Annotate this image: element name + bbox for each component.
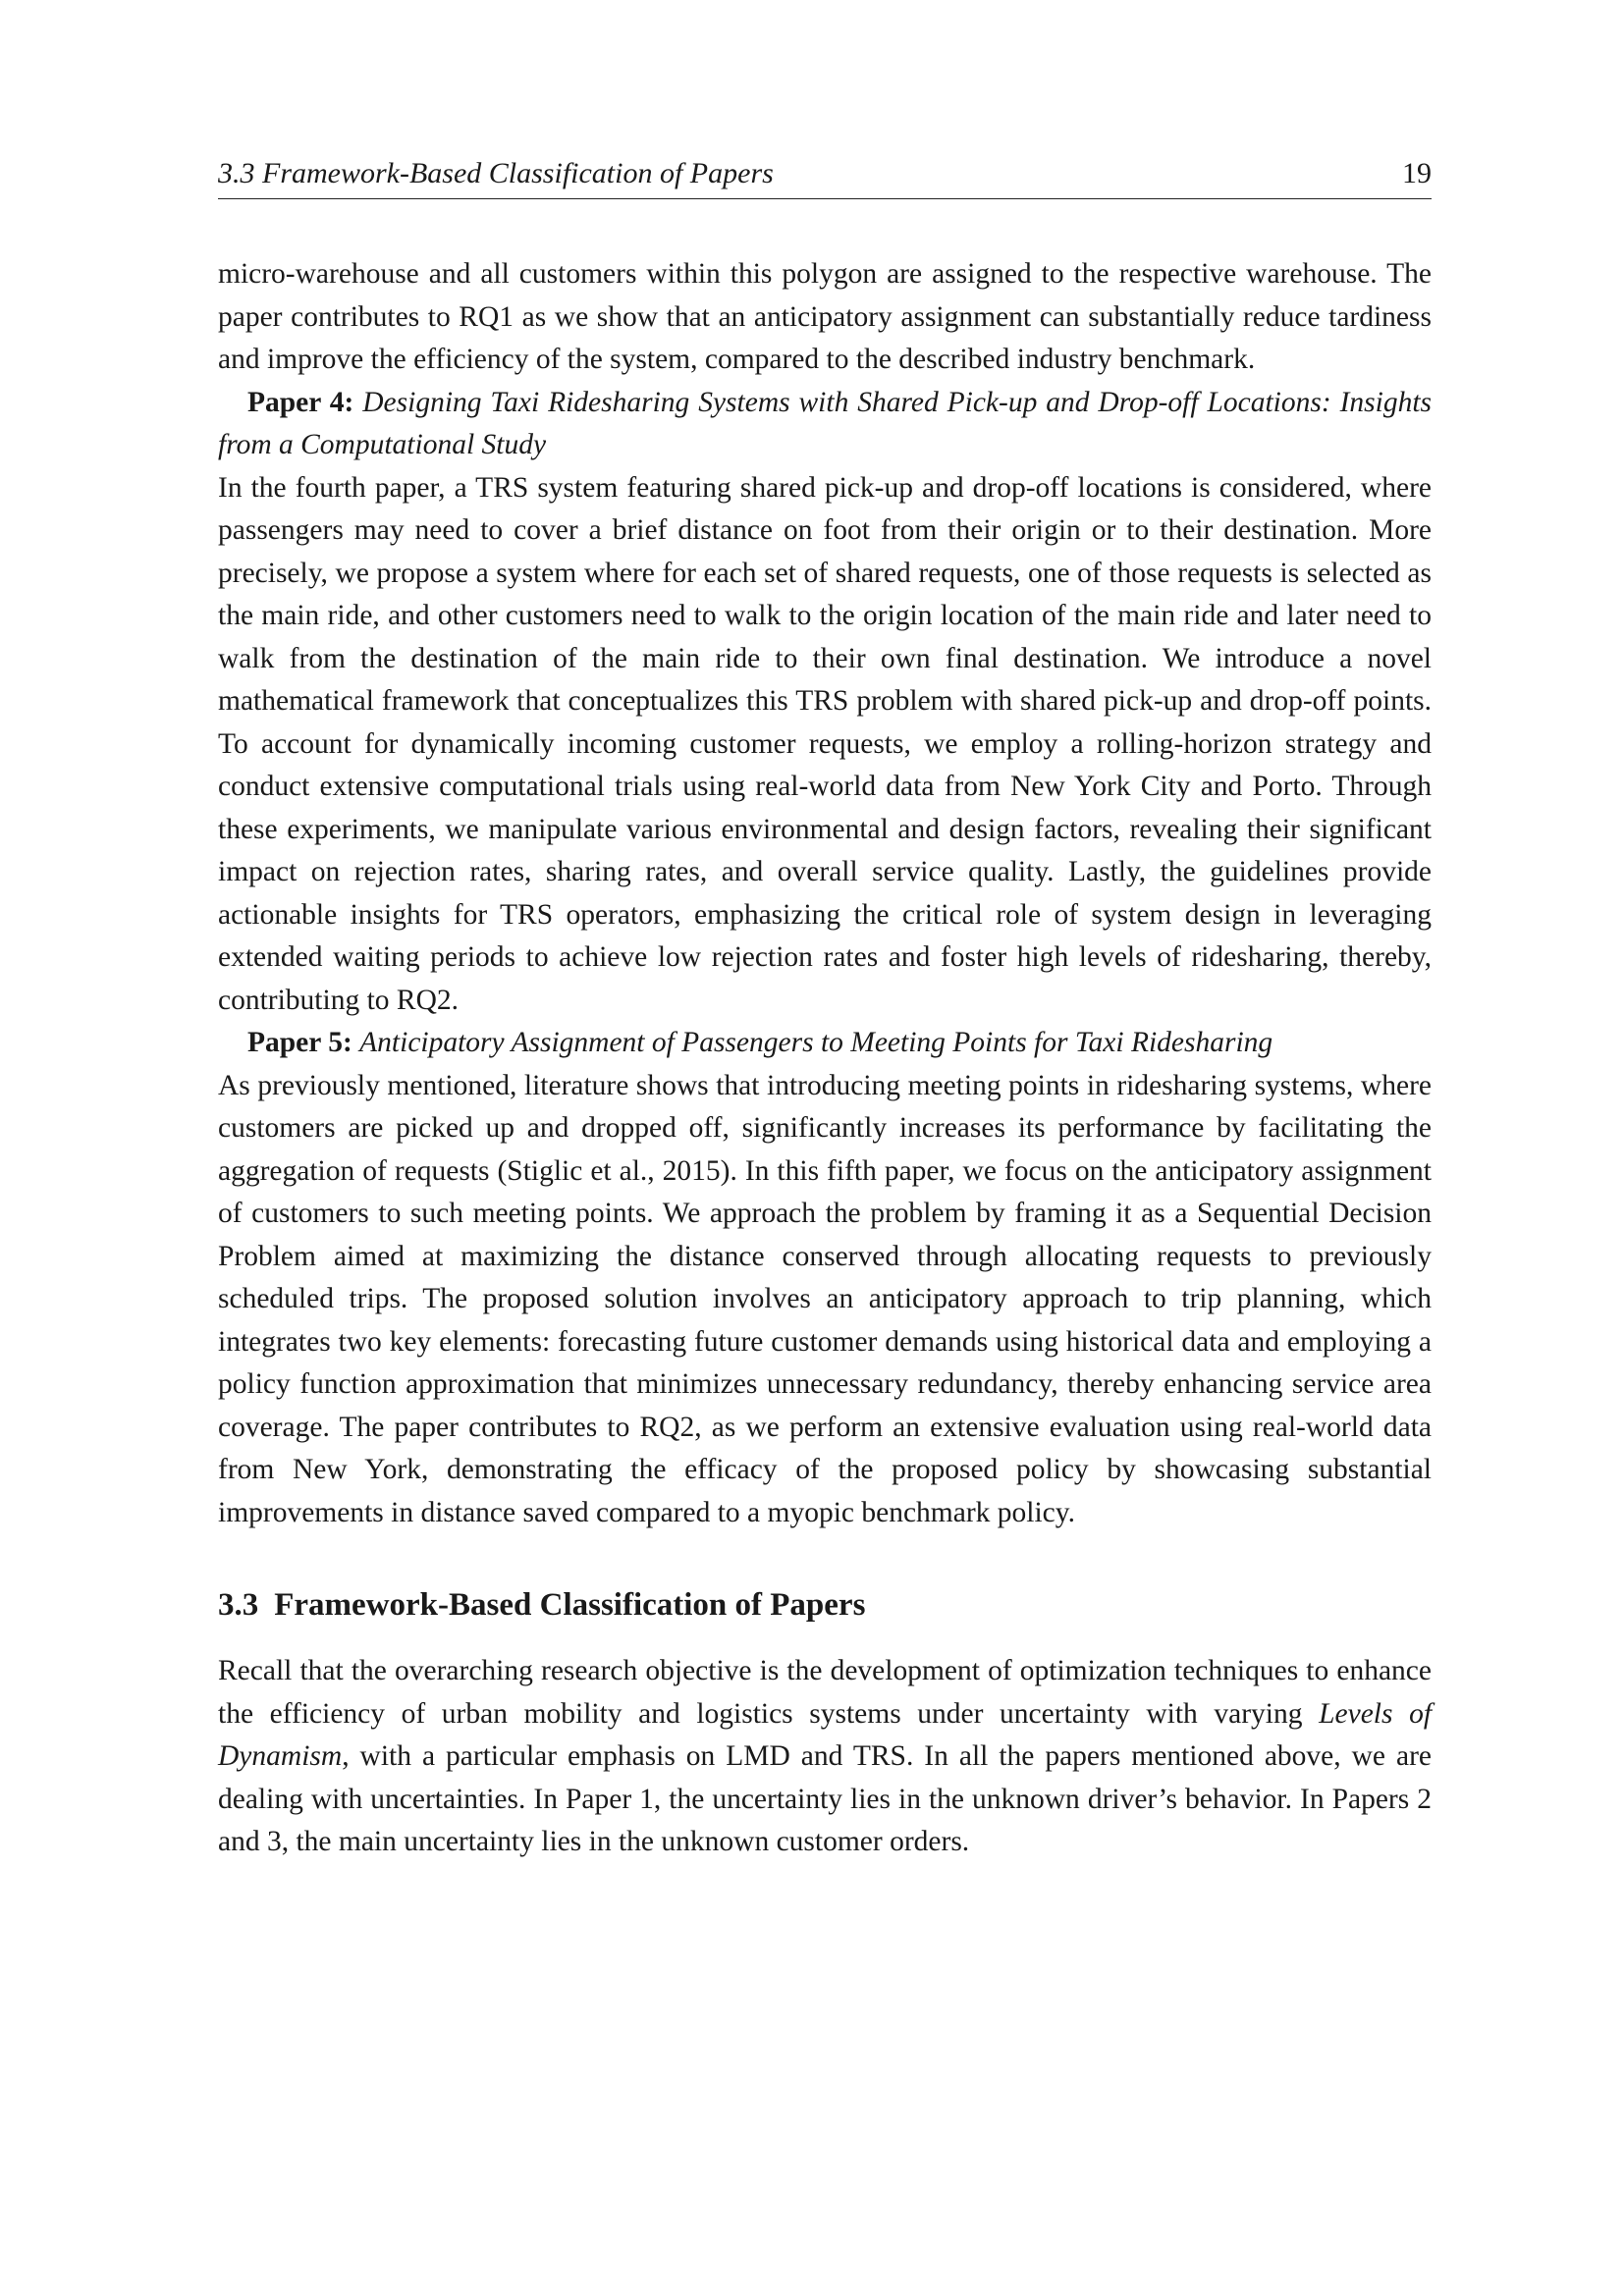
section-text-start: Recall that the overarching research objective is the development of optimization techniques to enhance the efficiency of urban mobility and logistics systems under uncertainty with varying [218,1655,1432,1730]
page-header [218,157,1432,199]
section-heading [218,1583,1432,1627]
paper5-label: Paper 5: [247,1027,352,1058]
section-number: 3.3 [218,1587,259,1623]
paper5-description: As previously mentioned, literature shows that introducing meeting points in ridesharing systems, where customers are picked up and dropped off, significantly increases its performance by facilitating the aggregation of requests (Stiglic et al., 2015). In this fifth paper, we focus on the anticipatory assignment of customers to such meeting points. We approach the problem by framing it as a Sequential Decision Problem aimed at maximizing the distance conserved through allocating requests to previously scheduled trips. The proposed solution involves an anticipatory approach to trip planning, which integrates two key elements: forecasting future customer demands using historical data and employing a policy function approximation that minimizes unnecessary redundancy, thereby enhancing service area coverage. The paper contributes to RQ2, as we perform an extensive evaluation using real-world data from New York, demonstrating the efficacy of the proposed policy by showcasing substantial improvements in distance saved compared to a myopic benchmark policy. [218,1069,1432,1528]
paper4-description: In the fourth paper, a TRS system featuring shared pick-up and drop-off locations is considered, where passengers may need to cover a brief distance on foot from their origin or to their destination. More precisely, we propose a system where for each set of shared requests, one of those requests is selected as the main ride, and other customers need to walk to the origin location of the main ride and later need to walk from the destination of the main ride to their own final destination. We introduce a novel mathematical framework that conceptualizes this TRS problem with shared pick-up and drop-off points. To account for dynamically incoming customer requests, we employ a rolling-horizon strategy and conduct extensive computational trials using real-world data from New York City and Porto. Through these experiments, we manipulate various environmental and design factors, revealing their significant impact on rejection rates, sharing rates, and overall service quality. Lastly, the guidelines provide actionable insights for TRS operators, emphasizing the critical role of system design in leveraging extended waiting periods to achieve low rejection rates and foster high levels of ridesharing, thereby, contributing to RQ2. [218,471,1432,1016]
section-text-end: , with a particular emphasis on LMD and TRS. In all the papers mentioned above, we are dealing with uncertainties. In Paper 1, the uncertainty lies in the unknown driver’s behavior. In Papers 2 and 3, the main uncertainty lies in the unknown customer orders. [218,1740,1432,1857]
section-title: Framework-Based Classification of Papers [274,1587,866,1623]
paper5-heading [218,1022,1432,1065]
paper4-heading [218,382,1432,467]
intro-paragraph: micro-warehouse and all customers within this polygon are assigned to the respective warehouse. The paper contributes to RQ1 as we show that an anticipatory assignment can substantially reduce tardiness and improve the efficiency of the system, compared to the described industry benchmark. [218,258,1432,375]
section-paragraph [218,1650,1432,1864]
section-emphasis: Levels of Dynamism [218,1697,1433,1772]
paper4-title: Designing Taxi Ridesharing Systems with Shared Pick-up and Drop-off Locations: Insights from a Computational Study [218,386,1433,460]
running-title: 3.3 Framework-Based Classification of Papers [218,157,774,189]
page-body [218,253,1432,1864]
paper4-label: Paper 4: [247,386,354,418]
page-number: 19 [1402,157,1432,189]
paper5-title: Anticipatory Assignment of Passengers to Meeting Points for Taxi Ridesharing [359,1027,1273,1058]
